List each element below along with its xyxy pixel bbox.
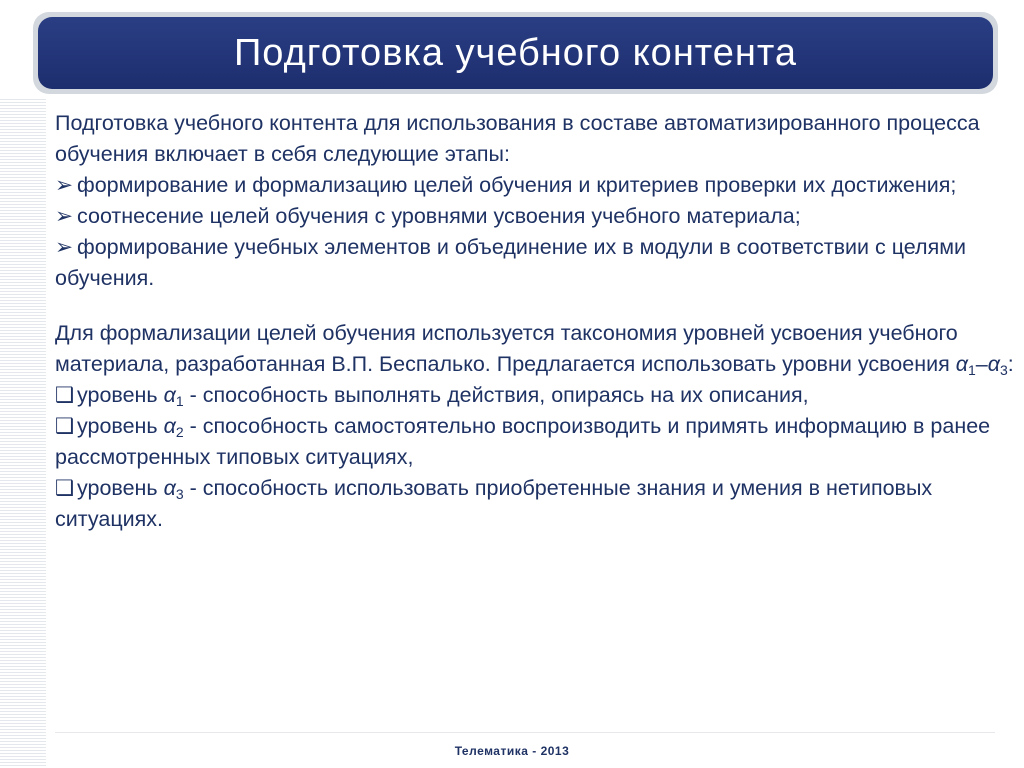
range-dash: – (975, 352, 988, 376)
alpha-symbol: α (163, 414, 176, 438)
level-prefix: уровень (77, 414, 164, 438)
arrow-bullet-icon: ➢ (55, 235, 74, 259)
slide-content (55, 108, 1015, 535)
footer-divider (55, 732, 995, 733)
footer-text: Телематика - 2013 (454, 744, 570, 758)
level-text: - способность самостоятельно воспроизводить и примять информацию в ранее рассмотренных типовых ситуациях, (55, 414, 991, 469)
stage-item (55, 170, 1015, 201)
level-prefix: уровень (77, 383, 164, 407)
taxonomy-text: Для формализации целей обучения используется таксономия уровней усвоения учебного материала, разработанная В.П. Беспалько. Предлагается использовать уровни усвоения (55, 321, 958, 376)
alpha-symbol: α (163, 383, 176, 407)
title-bar (38, 17, 993, 89)
taxonomy-paragraph (55, 318, 1015, 380)
stage-item (55, 201, 1015, 232)
alpha-symbol: α (955, 352, 968, 376)
alpha-symbol: α (987, 352, 1000, 376)
level-item (55, 411, 1015, 473)
level-item (55, 380, 1015, 411)
alpha-subscript: 3 (175, 486, 184, 502)
stage-item (55, 232, 1015, 294)
alpha-subscript: 1 (967, 362, 976, 378)
intro-paragraph: Подготовка учебного контента для использования в составе автоматизированного процесса обучения включает в себя следующие этапы: (55, 111, 980, 166)
alpha-subscript: 2 (175, 424, 184, 440)
alpha-subscript: 1 (175, 393, 184, 409)
stage-text: формирование учебных элементов и объединение их в модули в соответствии с целями обучения. (55, 235, 967, 290)
arrow-bullet-icon: ➢ (55, 173, 74, 197)
slide-title: Подготовка учебного контента (233, 31, 798, 74)
stage-text: соотнесение целей обучения с уровнями усвоения учебного материала; (77, 204, 801, 228)
arrow-bullet-icon: ➢ (55, 204, 74, 228)
decorative-stripes (0, 0, 46, 768)
level-text: - способность выполнять действия, опираясь на их описания, (183, 383, 809, 407)
checkbox-bullet-icon: ❑ (55, 476, 75, 500)
colon: : (1007, 352, 1014, 376)
alpha-subscript: 3 (1000, 362, 1008, 378)
level-prefix: уровень (77, 476, 164, 500)
alpha-symbol: α (163, 476, 176, 500)
spacer (55, 294, 1015, 318)
checkbox-bullet-icon: ❑ (55, 414, 75, 438)
checkbox-bullet-icon: ❑ (55, 383, 75, 407)
stage-text: формирование и формализацию целей обучения и критериев проверки их достижения; (77, 173, 957, 197)
level-item (55, 473, 1015, 535)
level-text: - способность использовать приобретенные знания и умения в нетиповых ситуациях. (55, 476, 933, 531)
